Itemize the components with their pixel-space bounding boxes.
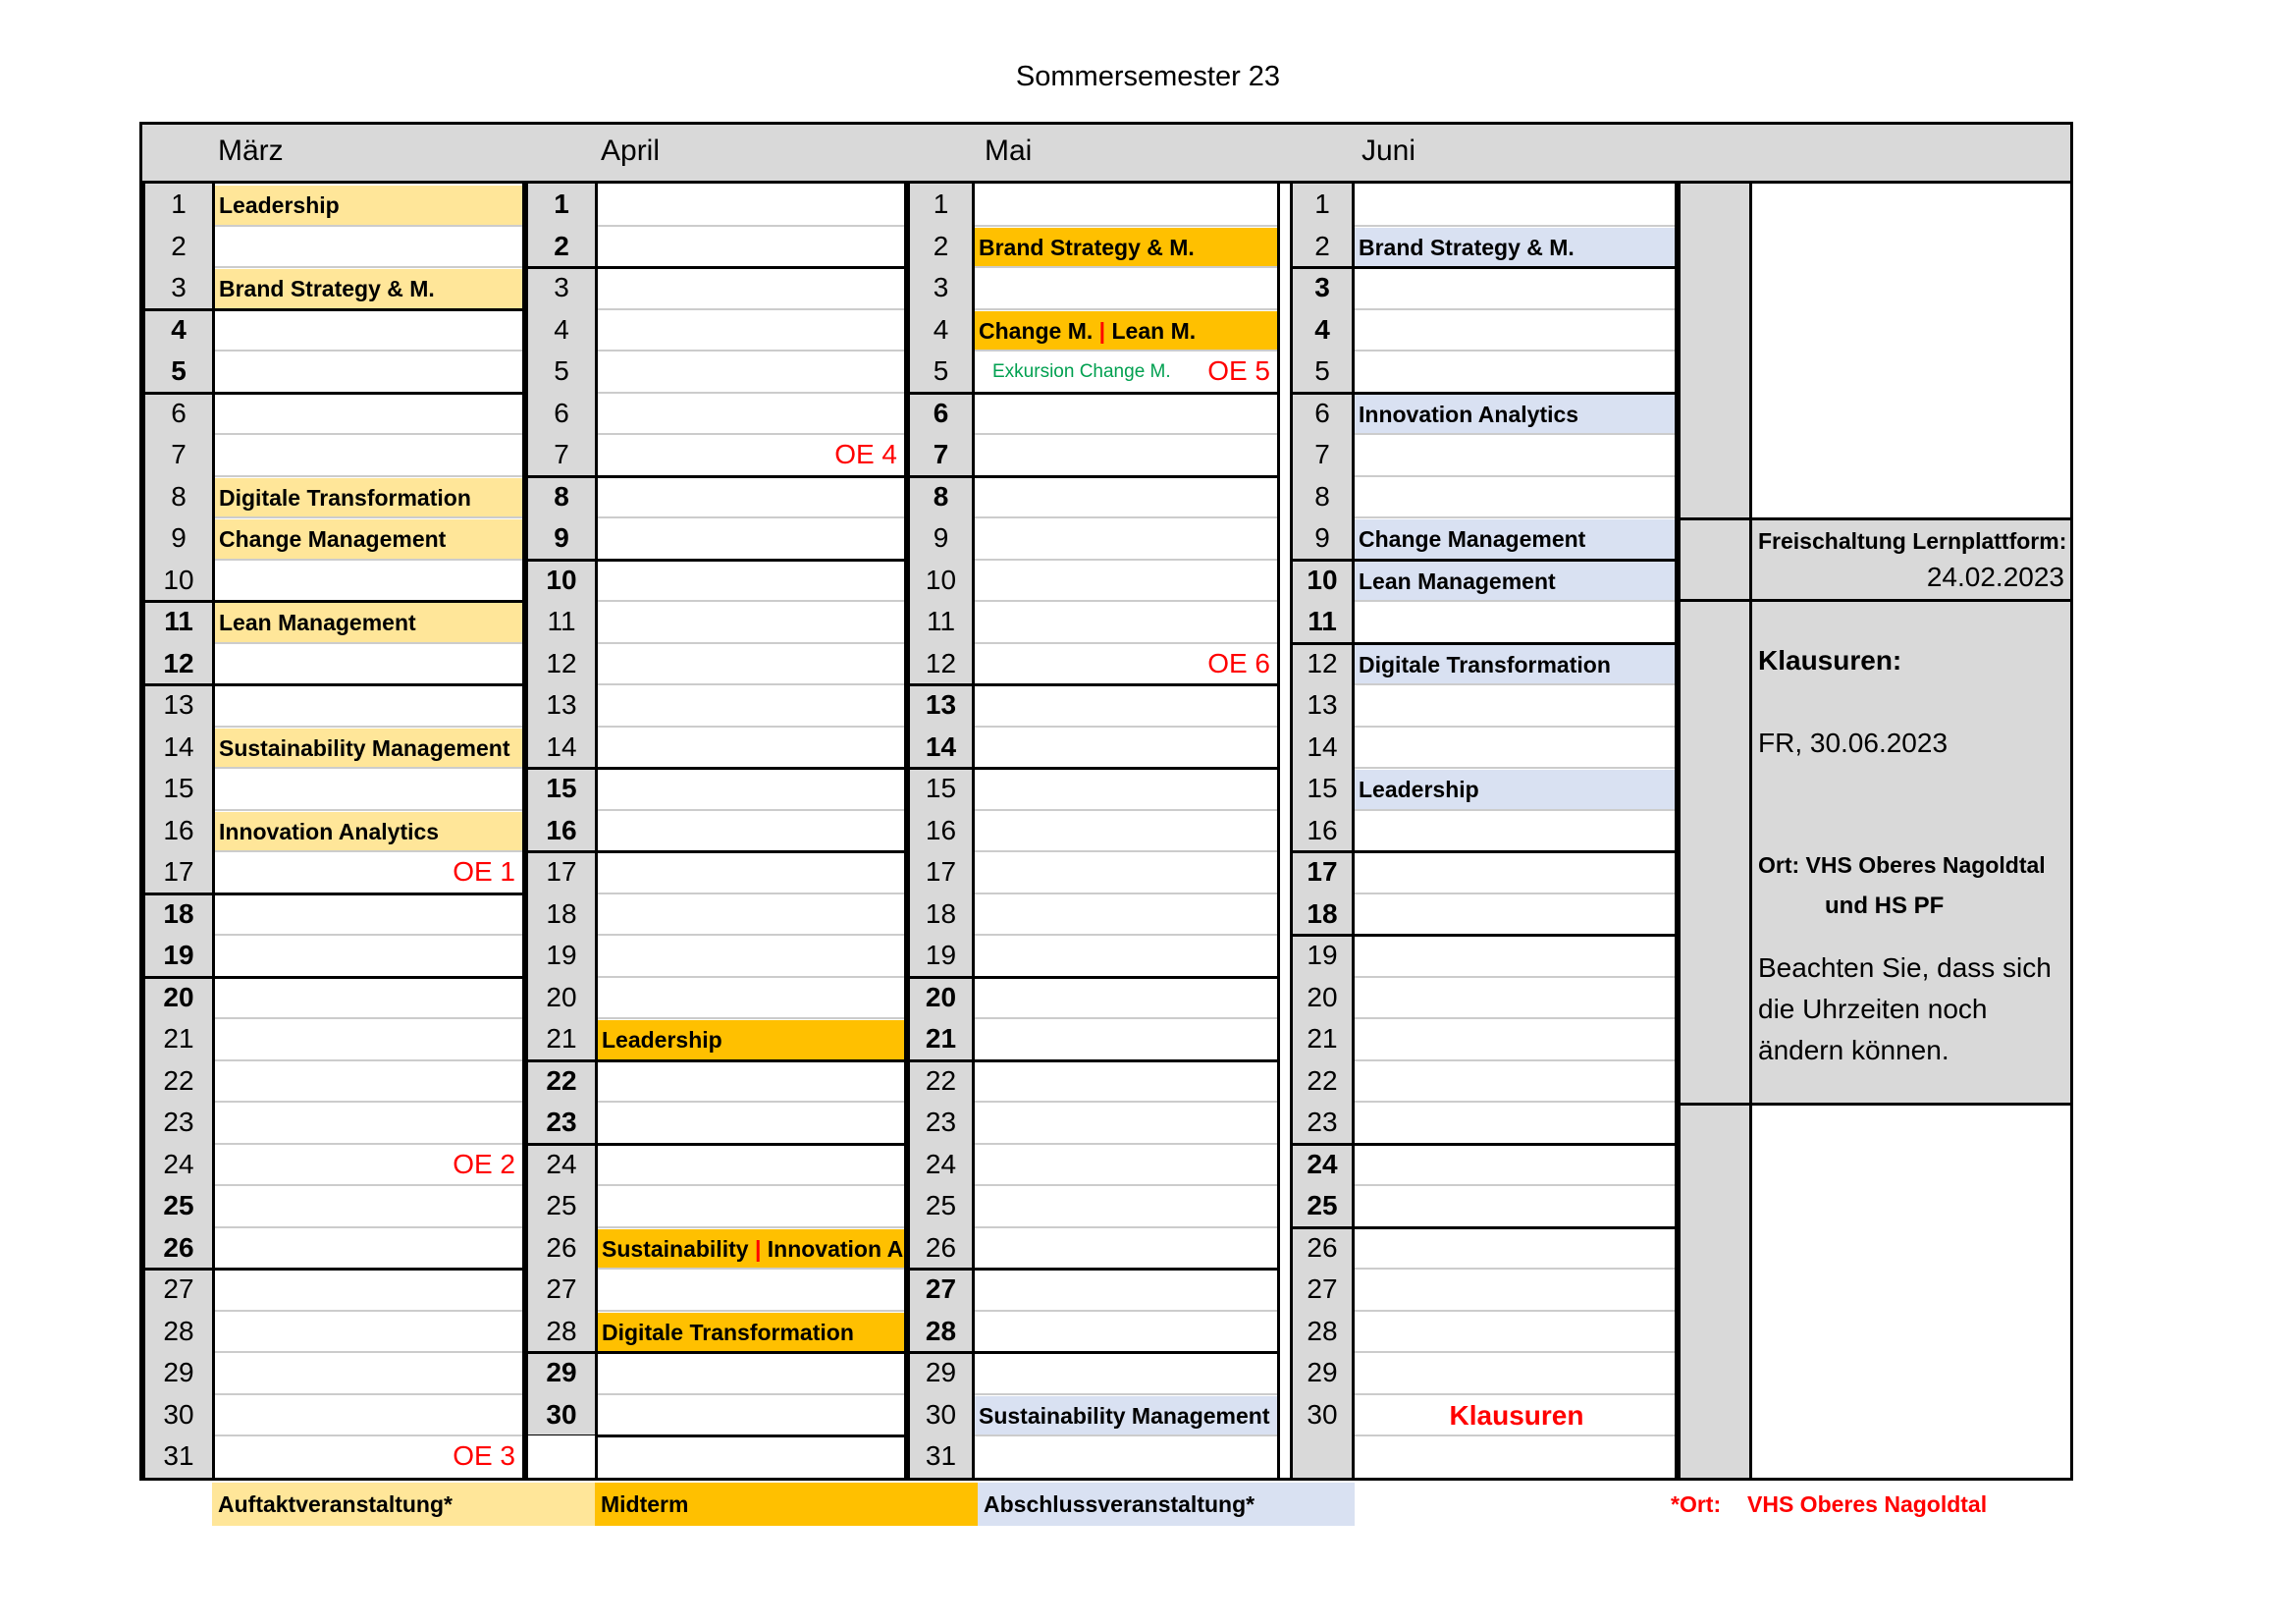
- legend-midterm: Midterm: [595, 1483, 978, 1526]
- row-divider: [598, 850, 907, 853]
- day-number: 10: [1307, 564, 1338, 595]
- event-lean-management: Lean Management: [215, 603, 522, 642]
- event-part: Sustainability: [602, 1235, 749, 1262]
- klausuren-date: FR, 30.06.2023: [1758, 728, 1949, 758]
- day-number: 5: [1314, 355, 1330, 386]
- row-divider: [975, 726, 1280, 728]
- uhrzeiten-note: Beachten Sie, dass sich die Uhrzeiten noch ändern können.: [1758, 952, 2052, 1065]
- legend-auftakt: Auftaktveranstaltung*: [212, 1483, 595, 1526]
- day-number: 5: [933, 355, 949, 386]
- day-number: 16: [1307, 814, 1338, 845]
- row-divider: [1355, 893, 1678, 894]
- row-divider: [1355, 225, 1678, 227]
- day-number: 15: [163, 773, 194, 803]
- event-brand-strategy: Brand Strategy & M.: [1355, 228, 1675, 267]
- day-number: 25: [1307, 1190, 1338, 1220]
- event-change-lean: [975, 311, 1277, 351]
- month-mai: Mai: [985, 135, 1033, 167]
- row-divider: [1355, 767, 1678, 769]
- row-divider: [215, 1226, 525, 1228]
- day-number: 6: [1314, 397, 1330, 428]
- row-divider: [215, 433, 525, 435]
- row-divider: [598, 1059, 907, 1062]
- side-gray-column: [1678, 184, 1752, 1478]
- day-number: 21: [925, 1023, 957, 1054]
- day-number: 13: [163, 689, 194, 720]
- side-divider: [1678, 517, 1752, 520]
- row-divider: [215, 976, 525, 979]
- day-number: 10: [925, 564, 957, 595]
- day-number: 4: [554, 313, 569, 345]
- event-sustainability-innovation: [598, 1229, 904, 1269]
- day-number: 8: [171, 480, 187, 512]
- side-divider: [1678, 1103, 1752, 1106]
- event-part: Lean M.: [1111, 317, 1197, 344]
- row-divider: [1355, 308, 1678, 310]
- day-number: 16: [163, 814, 194, 845]
- day-number: 14: [163, 731, 194, 762]
- day-number: 8: [933, 480, 949, 512]
- day-number: 22: [163, 1064, 194, 1096]
- row-divider: [598, 516, 907, 518]
- day-number: 22: [925, 1064, 957, 1096]
- day-number: 17: [925, 856, 957, 887]
- day-number: 30: [1307, 1398, 1338, 1430]
- page-title: Sommersemester 23: [1015, 61, 1281, 92]
- day-number: 18: [925, 897, 957, 929]
- day-number: 9: [1314, 522, 1330, 553]
- row-divider: [215, 1059, 525, 1061]
- day-number: 12: [925, 647, 957, 678]
- freischaltung-label: Freischaltung Lernplattform:: [1758, 528, 2067, 554]
- row-divider: [598, 683, 907, 685]
- day-number: 19: [1307, 940, 1338, 970]
- day-number: 15: [925, 773, 957, 803]
- day-number: 5: [554, 355, 569, 386]
- row-divider: [215, 683, 525, 686]
- day-number: 26: [925, 1231, 957, 1263]
- row-divider: [1355, 475, 1678, 477]
- row-divider: [975, 1101, 1280, 1103]
- row-divider: [215, 1310, 525, 1312]
- row-divider: [975, 433, 1280, 435]
- row-divider: [975, 1268, 1280, 1271]
- day-number: 28: [925, 1315, 957, 1346]
- row-divider: [1355, 1435, 1678, 1436]
- day-number: 30: [163, 1398, 194, 1430]
- day-number: 1: [1314, 189, 1330, 219]
- day-number: 28: [546, 1315, 577, 1346]
- row-divider: [598, 1226, 907, 1228]
- row-divider: [598, 934, 907, 936]
- day-number: 20: [163, 981, 194, 1012]
- legend-ort-value: VHS Oberes Nagoldtal: [1747, 1491, 1988, 1517]
- day-number: 3: [933, 272, 949, 302]
- row-divider: [975, 1226, 1280, 1228]
- row-divider: [598, 600, 907, 602]
- row-divider: [1355, 809, 1678, 811]
- day-number: 2: [933, 230, 949, 261]
- empty-day-31: [525, 1435, 598, 1478]
- day-number: 30: [546, 1398, 577, 1430]
- row-divider: [975, 1351, 1280, 1354]
- day-number: 13: [925, 689, 957, 720]
- row-divider: [215, 1017, 525, 1019]
- day-number: 23: [925, 1107, 957, 1137]
- day-number: 9: [171, 522, 187, 553]
- row-divider: [598, 726, 907, 728]
- day-number: 7: [171, 439, 187, 469]
- day-number: 26: [163, 1231, 194, 1263]
- row-divider: [598, 1435, 907, 1437]
- row-divider: [1355, 934, 1678, 937]
- day-number: 15: [1307, 773, 1338, 803]
- day-number: 7: [554, 439, 569, 469]
- day-number: 23: [546, 1107, 577, 1137]
- empty-day-31: [1290, 1435, 1355, 1478]
- row-divider: [1355, 600, 1678, 602]
- day-number: 17: [163, 856, 194, 887]
- day-number: 2: [554, 230, 569, 261]
- event-innovation-analytics: Innovation Analytics: [215, 812, 522, 851]
- day-number: 3: [554, 272, 569, 302]
- event-brand-strategy: Brand Strategy & M.: [215, 269, 522, 308]
- row-divider: [598, 1017, 907, 1019]
- day-number: 18: [163, 897, 194, 929]
- row-divider: [215, 642, 525, 644]
- day-number: 13: [546, 689, 577, 720]
- day-number: 19: [546, 940, 577, 970]
- row-divider: [215, 475, 525, 477]
- row-divider: [975, 1310, 1280, 1312]
- event-leadership: Leadership: [215, 186, 522, 225]
- day-number: 25: [163, 1190, 194, 1220]
- row-divider: [215, 308, 525, 311]
- row-divider: [975, 934, 1280, 936]
- row-divider: [215, 266, 525, 268]
- row-divider: [598, 559, 907, 562]
- freischaltung-box: [1752, 520, 2070, 602]
- month-juni: Juni: [1362, 135, 1416, 167]
- row-divider: [1355, 976, 1678, 978]
- day-number: 1: [554, 189, 569, 219]
- event-leadership: Leadership: [598, 1020, 904, 1059]
- ort-label: Ort: VHS Oberes Nagoldtal: [1758, 852, 2046, 878]
- row-divider: [215, 1101, 525, 1103]
- row-divider: [975, 225, 1280, 227]
- day-number: 27: [1307, 1273, 1338, 1304]
- day-number: 13: [1307, 689, 1338, 720]
- month-header-row: [142, 125, 2070, 184]
- day-number: 12: [163, 647, 194, 678]
- row-divider: [1355, 1351, 1678, 1353]
- row-divider: [975, 767, 1280, 770]
- row-divider: [975, 1143, 1280, 1145]
- day-number: 3: [1314, 272, 1330, 302]
- day-number: 23: [1307, 1107, 1338, 1137]
- row-divider: [215, 1351, 525, 1353]
- day-number: 15: [546, 773, 577, 803]
- oe-marker-6: OE 6: [1207, 647, 1270, 678]
- day-number: 1: [171, 189, 187, 219]
- row-divider: [215, 225, 525, 227]
- row-divider: [1355, 433, 1678, 435]
- day-number: 7: [933, 439, 949, 469]
- day-number: 22: [546, 1064, 577, 1096]
- row-divider: [1355, 1310, 1678, 1312]
- day-number: 14: [1307, 731, 1338, 762]
- day-number: 17: [1307, 856, 1338, 887]
- day-number: 16: [925, 814, 957, 845]
- day-number: 11: [547, 606, 576, 636]
- row-divider: [975, 809, 1280, 811]
- day-number: 17: [546, 856, 577, 887]
- row-divider: [975, 1184, 1280, 1186]
- row-divider: [215, 767, 525, 769]
- day-number: 3: [171, 272, 187, 302]
- row-divider: [598, 976, 907, 978]
- day-number: 22: [1307, 1064, 1338, 1096]
- row-divider: [215, 1268, 525, 1271]
- row-divider: [215, 934, 525, 936]
- day-number: 1: [933, 189, 949, 219]
- event-sustainability-management: Sustainability Management: [975, 1396, 1277, 1435]
- row-divider: [975, 1435, 1280, 1436]
- day-number: 9: [933, 522, 949, 553]
- row-divider: [598, 225, 907, 227]
- day-number: 18: [1307, 897, 1338, 929]
- day-number: 14: [925, 731, 957, 762]
- row-divider: [975, 850, 1280, 852]
- day-number: 11: [926, 606, 956, 636]
- event-exkursion: Exkursion Change M.: [992, 361, 1171, 382]
- row-divider: [215, 726, 525, 728]
- row-divider: [975, 559, 1280, 561]
- event-separator: |: [1098, 317, 1106, 344]
- row-divider: [598, 350, 907, 352]
- event-lean-management: Lean Management: [1355, 562, 1675, 601]
- ort-label2: und HS PF: [1825, 893, 1945, 919]
- row-divider: [975, 308, 1280, 310]
- row-divider: [215, 559, 525, 561]
- month-maerz: März: [218, 135, 284, 167]
- event-digitale-transformation: Digitale Transformation: [598, 1313, 904, 1352]
- klausuren-box: [1752, 602, 2070, 1106]
- row-divider: [598, 266, 907, 269]
- day-number: 29: [163, 1357, 194, 1387]
- day-number: 14: [546, 731, 577, 762]
- row-divider: [598, 1101, 907, 1103]
- day-number: 28: [163, 1315, 194, 1346]
- day-number: 19: [163, 940, 194, 970]
- day-number: 18: [546, 897, 577, 929]
- day-number: 27: [925, 1273, 957, 1304]
- oe-marker-1: OE 1: [453, 856, 515, 887]
- day-number: 28: [1307, 1315, 1338, 1346]
- row-divider: [975, 516, 1280, 518]
- day-number: 24: [163, 1148, 194, 1179]
- row-divider: [598, 1143, 907, 1146]
- row-divider: [975, 976, 1280, 979]
- legend-ort-prefix: *Ort:: [1671, 1491, 1722, 1517]
- day-number: 12: [546, 647, 577, 678]
- row-divider: [975, 1017, 1280, 1019]
- row-divider: [975, 600, 1280, 602]
- row-divider: [975, 1393, 1280, 1395]
- row-divider: [1355, 516, 1678, 518]
- day-number: 2: [171, 230, 187, 261]
- row-divider: [1355, 1268, 1678, 1270]
- row-divider: [1355, 726, 1678, 728]
- day-number: 26: [1307, 1231, 1338, 1263]
- day-number: 10: [163, 564, 194, 595]
- oe-marker-4: OE 4: [834, 439, 897, 469]
- oe-marker-5: OE 5: [1207, 355, 1270, 386]
- row-divider: [598, 642, 907, 644]
- day-number: 6: [554, 397, 569, 428]
- row-divider: [1355, 350, 1678, 352]
- day-number: 29: [1307, 1357, 1338, 1387]
- day-number: 31: [925, 1440, 957, 1471]
- day-number: 11: [1308, 606, 1337, 636]
- row-divider: [1355, 1184, 1678, 1186]
- day-number: 20: [925, 981, 957, 1012]
- row-divider: [598, 809, 907, 811]
- day-number: 23: [163, 1107, 194, 1137]
- day-number: 25: [546, 1190, 577, 1220]
- day-number: 19: [925, 940, 957, 970]
- day-number: 8: [1314, 480, 1330, 512]
- row-divider: [598, 1393, 907, 1395]
- day-number: 27: [163, 1273, 194, 1304]
- row-divider: [1355, 1143, 1678, 1146]
- day-number: 21: [163, 1023, 194, 1054]
- column-border: [1277, 184, 1280, 1478]
- row-divider: [1355, 1017, 1678, 1019]
- day-number: 25: [925, 1190, 957, 1220]
- event-brand-strategy: Brand Strategy & M.: [975, 228, 1277, 267]
- row-divider: [598, 1351, 907, 1354]
- day-number: 21: [546, 1023, 577, 1054]
- day-number: 24: [546, 1148, 577, 1179]
- row-divider: [215, 350, 525, 352]
- row-divider: [1355, 1059, 1678, 1061]
- row-divider: [1355, 1393, 1678, 1395]
- day-number: 5: [171, 355, 187, 386]
- day-number: 20: [1307, 981, 1338, 1012]
- day-number: 29: [546, 1357, 577, 1387]
- day-number: 24: [925, 1148, 957, 1179]
- day-number: 9: [554, 522, 569, 553]
- day-number: 4: [171, 313, 187, 345]
- row-divider: [598, 392, 907, 394]
- event-change-management: Change Management: [215, 519, 522, 559]
- oe-marker-3: OE 3: [453, 1440, 515, 1471]
- day-number: 7: [1314, 439, 1330, 469]
- row-divider: [1355, 266, 1678, 269]
- event-innovation-analytics: Innovation Analytics: [1355, 395, 1675, 434]
- event-separator: |: [754, 1235, 762, 1262]
- row-divider: [1355, 1101, 1678, 1103]
- day-number: 12: [1307, 647, 1338, 678]
- row-divider: [975, 1059, 1280, 1062]
- freischaltung-date: 24.02.2023: [1926, 562, 2064, 592]
- event-digitale-transformation: Digitale Transformation: [1355, 645, 1675, 684]
- row-divider: [598, 893, 907, 894]
- row-divider: [1355, 850, 1678, 853]
- row-divider: [598, 1184, 907, 1186]
- row-divider: [215, 392, 525, 395]
- day-number: 6: [171, 397, 187, 428]
- calendar-sheet: [139, 122, 2073, 1481]
- row-divider: [975, 893, 1280, 894]
- row-divider: [975, 266, 1280, 268]
- day-number: 29: [925, 1357, 957, 1387]
- event-klausuren: Klausuren: [1449, 1399, 1584, 1431]
- row-divider: [1355, 1226, 1678, 1229]
- row-divider: [598, 1310, 907, 1312]
- event-part: Change M.: [979, 317, 1094, 344]
- row-divider: [215, 809, 525, 811]
- klausuren-label: Klausuren:: [1758, 645, 1902, 676]
- row-divider: [215, 1393, 525, 1395]
- day-number: 16: [546, 814, 577, 845]
- day-number: 27: [546, 1273, 577, 1304]
- row-divider: [975, 475, 1280, 478]
- row-divider: [1355, 683, 1678, 685]
- day-number: 10: [546, 564, 577, 595]
- day-number: 4: [1314, 313, 1330, 345]
- day-number: 31: [163, 1440, 194, 1471]
- day-number: 11: [164, 606, 193, 636]
- event-digitale-transformation: Digitale Transformation: [215, 478, 522, 517]
- event-change-management: Change Management: [1355, 519, 1675, 559]
- event-sustainability-management: Sustainability Management: [215, 729, 522, 768]
- day-number: 4: [933, 313, 949, 345]
- event-leadership: Leadership: [1355, 770, 1675, 809]
- day-number: 30: [925, 1398, 957, 1430]
- oe-marker-2: OE 2: [453, 1148, 515, 1179]
- day-number: 8: [554, 480, 569, 512]
- legend-abschluss: Abschlussveranstaltung*: [978, 1483, 1355, 1526]
- day-number: 24: [1307, 1148, 1338, 1179]
- day-number: 26: [546, 1231, 577, 1263]
- day-number: 20: [546, 981, 577, 1012]
- row-divider: [598, 308, 907, 310]
- month-april: April: [601, 135, 661, 167]
- event-part: Innovation A: [767, 1235, 904, 1262]
- side-divider: [1678, 599, 1752, 602]
- row-divider: [598, 767, 907, 770]
- day-number: 21: [1307, 1023, 1338, 1054]
- day-number: 2: [1314, 230, 1330, 261]
- row-divider: [215, 516, 525, 518]
- row-divider: [598, 1268, 907, 1270]
- day-number: 6: [933, 397, 949, 428]
